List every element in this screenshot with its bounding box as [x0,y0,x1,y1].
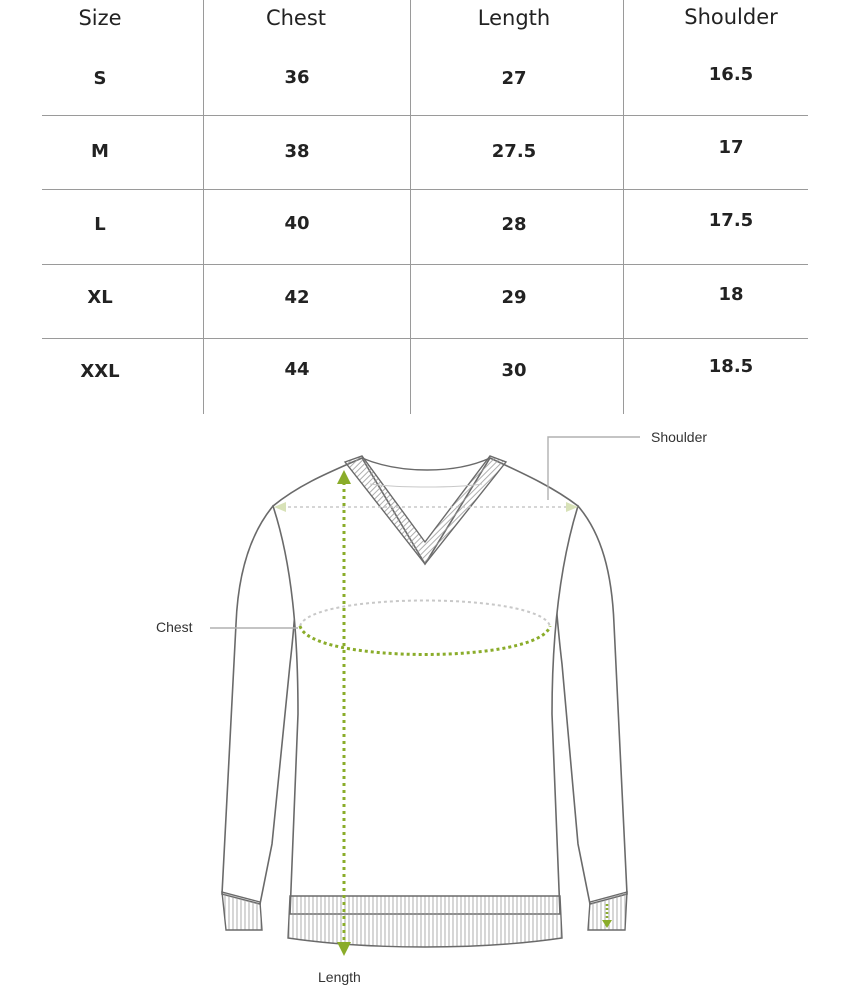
back-neckline [362,458,490,470]
length-label: Length [318,969,361,985]
shoulder-label: Shoulder [651,429,708,445]
cell-chest: 36 [284,67,310,88]
cell-chest: 44 [284,359,310,380]
cell-size: L [94,214,106,235]
cell-chest: 38 [284,141,310,162]
sweater-measurement-diagram [0,414,850,995]
header-length: Length [477,6,551,30]
cell-chest: 42 [284,287,310,308]
row-divider [42,338,808,339]
column-divider [203,0,204,414]
header-size: Size [78,6,122,30]
waistband [288,896,562,947]
cell-length: 28 [501,214,527,235]
header-shoulder: Shoulder [684,5,778,29]
size-chart-table [0,0,850,414]
shoulder-callout-line [548,437,640,500]
cell-size: M [91,141,109,162]
cell-length: 27 [501,68,527,89]
cell-length: 27.5 [491,141,537,162]
sweater-illustration [0,414,850,995]
cell-chest: 40 [284,213,310,234]
cell-shoulder: 18.5 [708,356,754,377]
row-divider [42,264,808,265]
row-divider [42,115,808,116]
cell-size: S [93,68,107,89]
cell-shoulder: 18 [718,284,744,305]
sweater-body [273,458,578,914]
cell-size: XL [87,287,113,308]
column-divider [410,0,411,414]
cell-shoulder: 17.5 [708,210,754,231]
header-chest: Chest [265,6,327,30]
cell-length: 29 [501,287,527,308]
cell-shoulder: 16.5 [708,64,754,85]
column-divider [623,0,624,414]
chest-label: Chest [156,619,193,635]
cell-shoulder: 17 [718,137,744,158]
cell-size: XXL [80,361,120,382]
row-divider [42,189,808,190]
cell-length: 30 [501,360,527,381]
